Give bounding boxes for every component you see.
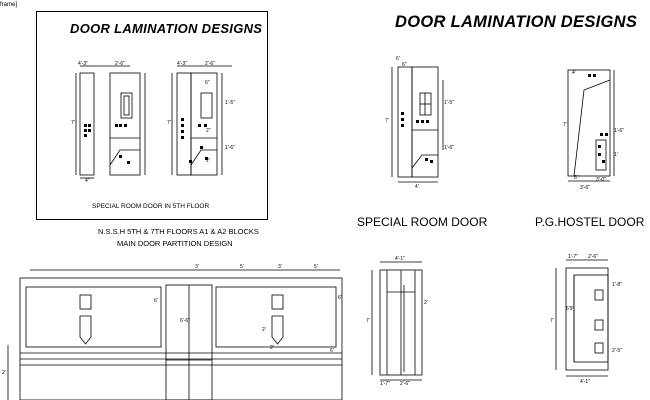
dim: 4" [85, 178, 90, 184]
dim: 3' [195, 264, 199, 270]
dim: 4'-1" [580, 379, 590, 385]
pg-lamination [568, 70, 614, 181]
dim: 6' [154, 298, 158, 304]
right-title: DOOR LAMINATION DESIGNS [395, 13, 638, 31]
frame-tag: frame] [0, 2, 18, 8]
dim: 1'-5" [225, 100, 235, 106]
dim: 2'-6" [400, 381, 410, 387]
dim: 2' [424, 300, 428, 306]
dim: 5' [314, 264, 318, 270]
dim: 1'-6" [444, 145, 454, 151]
note-line-2: MAIN DOOR PARTITION DESIGN [117, 239, 233, 248]
dim: 2'-6" [115, 61, 125, 67]
dim: 4' [572, 70, 576, 76]
special-room-door [372, 262, 422, 380]
dim: 2' [270, 345, 274, 351]
dim: 7' [385, 118, 389, 124]
dim: 1'-5" [444, 100, 454, 106]
dim: 7' [71, 120, 75, 126]
dim: 7' [167, 120, 171, 126]
dim: 2' [206, 158, 210, 164]
pg-hostel-label: P.G.HOSTEL DOOR [535, 215, 645, 229]
special-lamination [392, 67, 443, 182]
pg-hostel-door [556, 260, 608, 376]
dim: 1'-6" [225, 145, 235, 151]
dim: 7' [366, 318, 370, 324]
dim: 6' [338, 295, 342, 301]
dim: 2'-6" [588, 254, 598, 260]
dim: 5' [240, 264, 244, 270]
dim: 2'-5" [612, 348, 622, 354]
dim: 4'-3" [78, 61, 88, 67]
dim: 7' [563, 122, 567, 128]
dim: 1'-6" [614, 128, 624, 134]
left-panel-caption: SPECIAL ROOM DOOR IN 5TH FLOOR [92, 203, 210, 210]
dim: 2' [2, 370, 6, 376]
dim: 4'-3" [177, 61, 187, 67]
dim: 2" [206, 128, 211, 134]
main-partition [8, 270, 342, 400]
dim: 4' [415, 184, 419, 190]
dim: 7' [550, 318, 554, 324]
left-panel-title: DOOR LAMINATION DESIGNS [70, 21, 263, 36]
dim: 3' [278, 264, 282, 270]
dim: 6' [396, 56, 400, 62]
dim: 1'-8" [612, 282, 622, 288]
door-profile-side [76, 66, 130, 178]
dim: 6" [574, 175, 579, 181]
dim: 6" [205, 80, 210, 86]
note-line-1: N.S.S.H 5TH & 7TH FLOORS A1 & A2 BLOCKS [98, 227, 259, 236]
dim: 6' [330, 348, 334, 354]
dim: 1' [614, 152, 618, 158]
dim: 3'-6" [580, 185, 590, 191]
dim: 6'-6" [180, 318, 190, 324]
dim: 6" [402, 62, 407, 68]
special-room-label: SPECIAL ROOM DOOR [357, 215, 488, 229]
dim: 2' [262, 327, 266, 333]
dim: 1'-7" [568, 254, 578, 260]
dim: 6'9" [566, 306, 575, 312]
dim: 1'-7" [380, 381, 390, 387]
dim: 3'-0" [596, 177, 606, 183]
dim: 2'-6" [205, 61, 215, 67]
dim: 4'-1" [395, 256, 405, 262]
